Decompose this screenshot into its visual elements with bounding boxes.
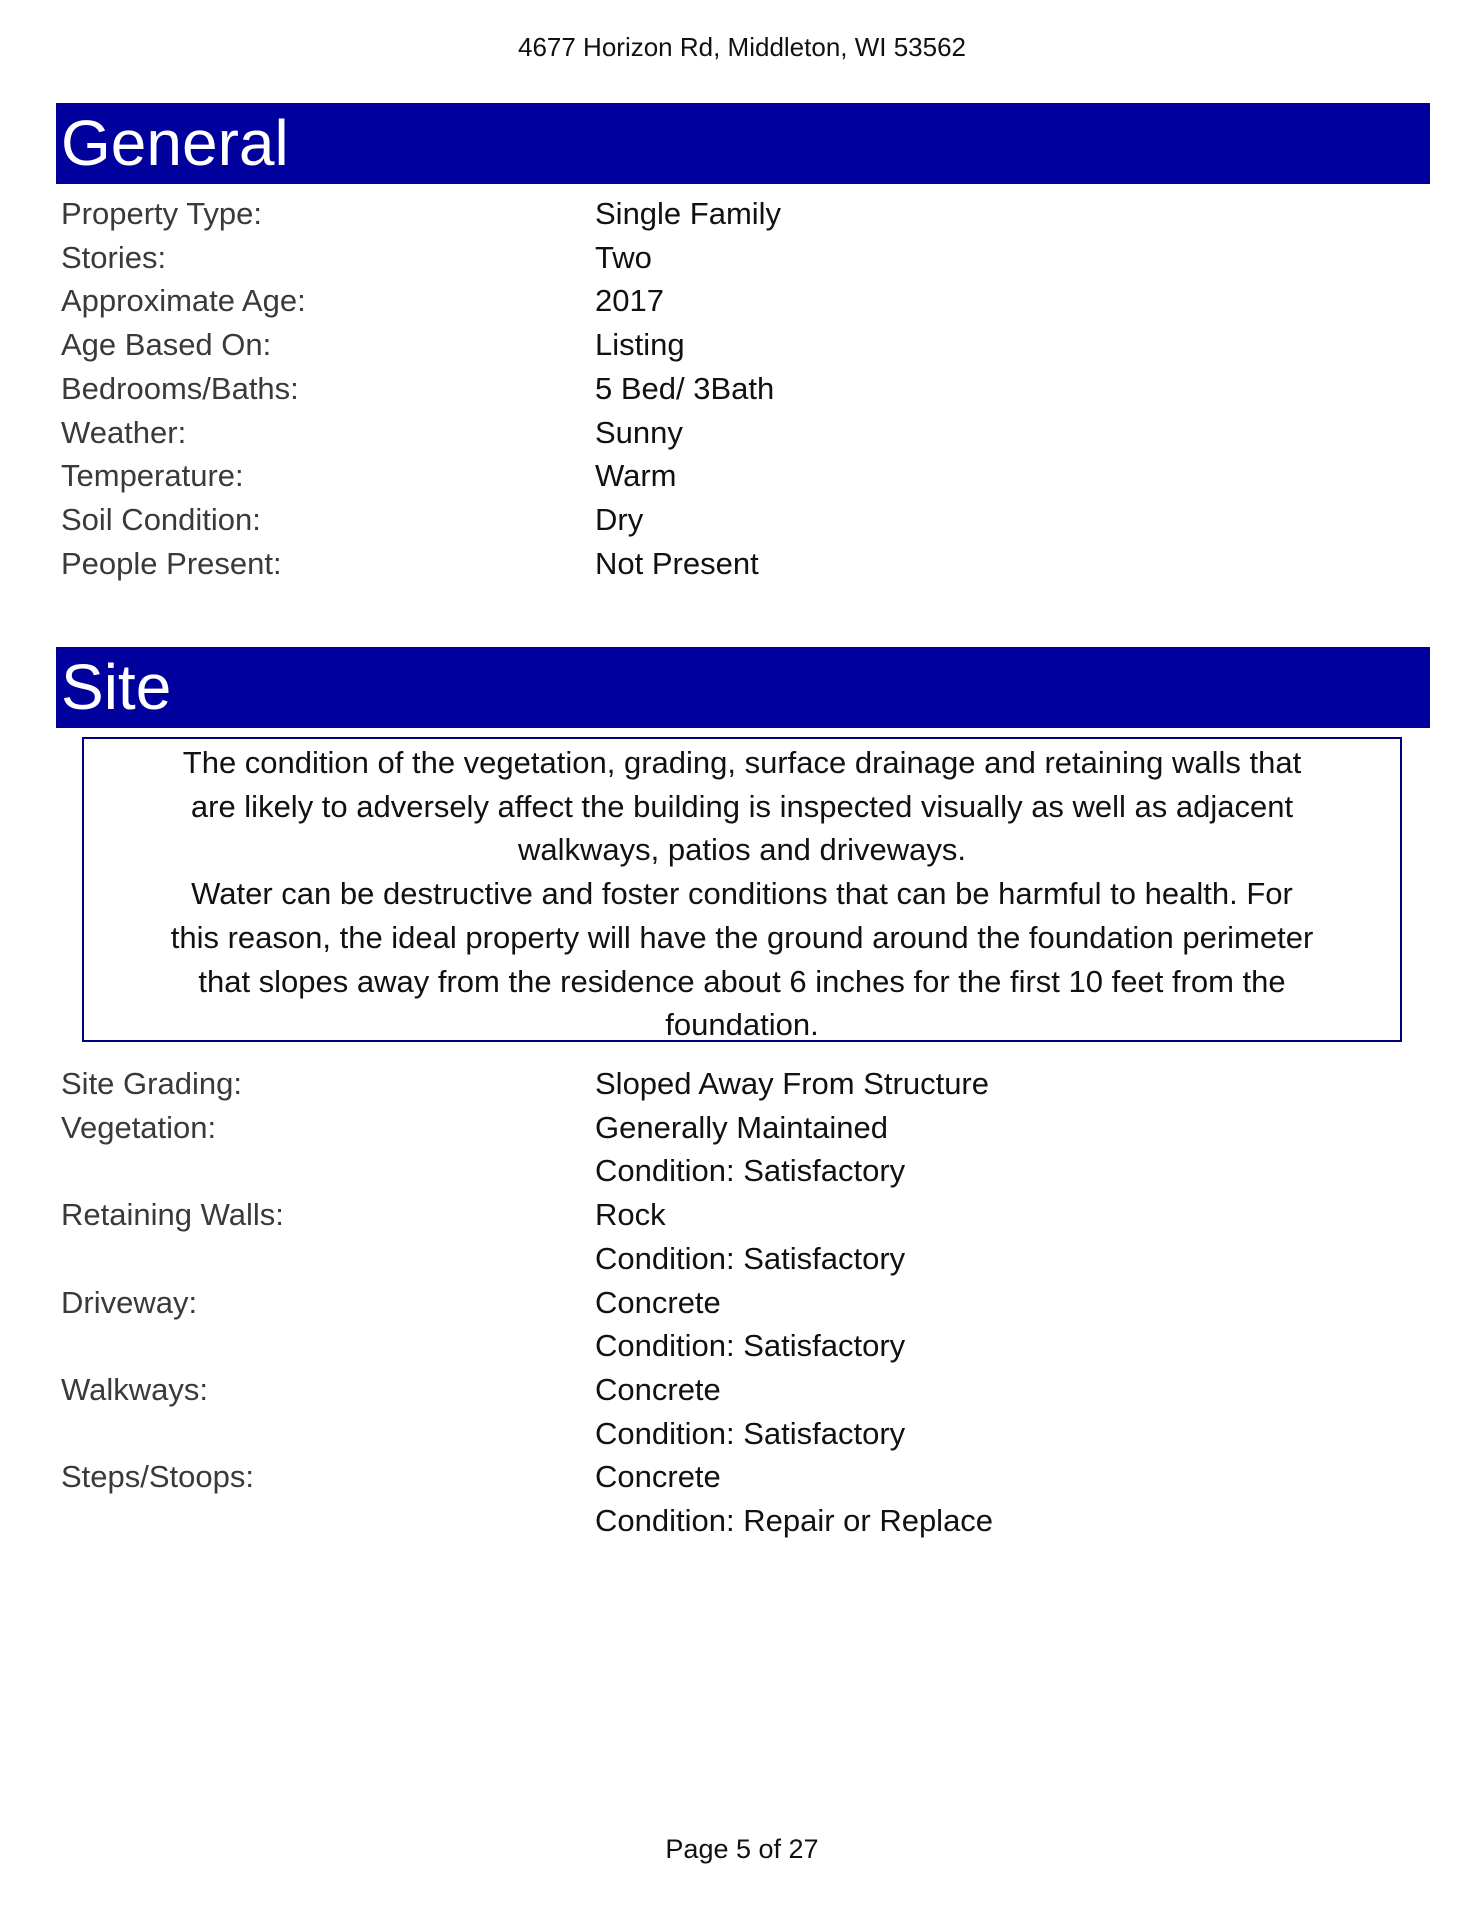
detail-row <box>61 411 1421 455</box>
detail-value: Sloped Away From Structure <box>595 1066 989 1101</box>
detail-row <box>61 192 1421 236</box>
detail-row <box>61 236 1421 280</box>
detail-label: Driveway: <box>61 1284 198 1320</box>
detail-label: Walkways: <box>61 1371 208 1407</box>
detail-row <box>61 1106 1421 1193</box>
detail-value: Not Present <box>595 545 759 581</box>
detail-row <box>61 498 1421 542</box>
description-line: this reason, the ideal property will have the ground around the foundation perimeter <box>170 919 1314 955</box>
detail-label: Approximate Age: <box>61 283 306 319</box>
detail-value: Condition: Satisfactory <box>595 1415 906 1451</box>
section-header-general: General <box>56 103 1430 184</box>
detail-value: Condition: Repair or Replace <box>595 1503 994 1539</box>
detail-value: Single Family <box>595 196 782 231</box>
detail-values <box>595 192 1421 236</box>
detail-label: Weather: <box>61 414 187 450</box>
detail-label: People Present: <box>61 545 282 581</box>
detail-value: Generally Maintained <box>595 1109 888 1145</box>
detail-value: Warm <box>595 458 677 494</box>
site-details <box>61 1062 1421 1543</box>
detail-row <box>61 1062 1421 1106</box>
detail-value: 5 Bed/ 3Bath <box>595 370 775 406</box>
detail-label: Stories: <box>61 239 167 275</box>
detail-row <box>61 454 1421 498</box>
detail-values <box>595 1062 1421 1106</box>
detail-value: Dry <box>595 501 644 537</box>
description-line: are likely to adversely affect the building is inspected visually as well as adjacent <box>190 788 1294 824</box>
detail-label: Temperature: <box>61 458 244 494</box>
site-description-box <box>82 737 1402 1042</box>
detail-row <box>61 279 1421 323</box>
detail-values <box>595 279 1421 323</box>
detail-row <box>61 1455 1421 1542</box>
detail-value: 2017 <box>595 283 664 319</box>
detail-label: Bedrooms/Baths: <box>61 370 299 406</box>
detail-values <box>595 1193 1421 1280</box>
detail-value: Concrete <box>595 1284 721 1320</box>
property-address: 4677 Horizon Rd, Middleton, WI 53562 <box>517 32 967 62</box>
detail-label: Age Based On: <box>61 327 272 363</box>
detail-values <box>595 323 1421 367</box>
detail-value: Concrete <box>595 1459 721 1495</box>
detail-value: Condition: Satisfactory <box>595 1328 906 1364</box>
detail-value: Concrete <box>595 1371 721 1407</box>
detail-values <box>595 411 1421 455</box>
detail-label: Retaining Walls: <box>61 1197 284 1233</box>
detail-label: Site Grading: <box>61 1066 242 1101</box>
detail-label: Steps/Stoops: <box>61 1459 255 1495</box>
section-header-site: Site <box>56 647 1430 728</box>
detail-value: Rock <box>595 1197 666 1233</box>
general-details <box>61 192 1421 585</box>
detail-value: Sunny <box>595 414 683 450</box>
detail-label: Vegetation: <box>61 1109 217 1145</box>
detail-label: Soil Condition: <box>61 501 261 537</box>
detail-values <box>595 1106 1421 1193</box>
description-line: that slopes away from the residence about 6 inches for the first 10 feet from the <box>198 963 1286 999</box>
detail-values <box>595 498 1421 542</box>
detail-values <box>595 367 1421 411</box>
detail-values <box>595 1368 1421 1455</box>
detail-row <box>61 1193 1421 1280</box>
detail-value: Condition: Satisfactory <box>595 1240 906 1276</box>
page-number: Page 5 of 27 <box>665 1834 819 1864</box>
detail-row <box>61 323 1421 367</box>
detail-value: Condition: Satisfactory <box>595 1153 906 1189</box>
detail-row <box>61 1281 1421 1368</box>
detail-values <box>595 454 1421 498</box>
detail-value: Listing <box>595 327 685 363</box>
detail-values <box>595 236 1421 280</box>
description-line: walkways, patios and driveways. <box>518 832 966 868</box>
detail-row <box>61 367 1421 411</box>
detail-row <box>61 1368 1421 1455</box>
detail-values <box>595 1455 1421 1542</box>
description-line: The condition of the vegetation, grading, surface drainage and retaining walls that <box>182 745 1302 780</box>
description-line: Water can be destructive and foster conditions that can be harmful to health. For <box>191 876 1293 912</box>
description-line: foundation. <box>665 1007 819 1043</box>
detail-row <box>61 542 1421 586</box>
detail-label: Property Type: <box>61 196 263 231</box>
detail-value: Two <box>595 239 652 275</box>
detail-values <box>595 1281 1421 1368</box>
detail-values <box>595 542 1421 586</box>
